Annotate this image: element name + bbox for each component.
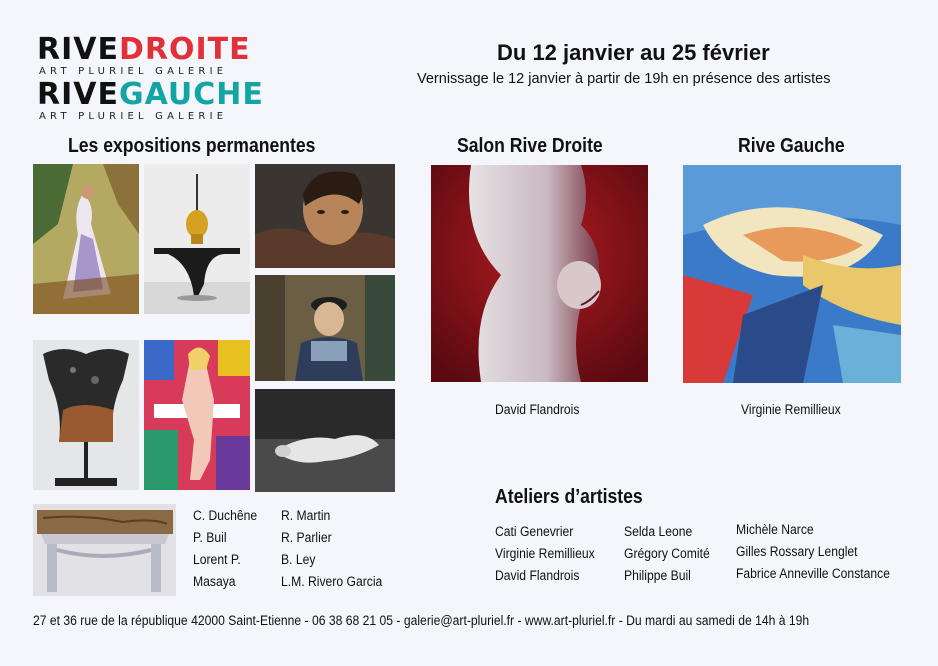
atelier-artist-name: Philippe Buil: [624, 568, 691, 583]
artist-name: R. Martin: [281, 508, 331, 523]
atelier-artist-name: Cati Genevrier: [495, 524, 574, 539]
date-range-title: Du 12 janvier au 25 février: [497, 40, 770, 65]
atelier-artist-name: Fabrice Anneville Constance: [736, 566, 890, 581]
artist-name: B. Ley: [281, 552, 316, 567]
artwork-bust-sculpture: [33, 340, 139, 490]
artist-name: Lorent P.: [193, 552, 241, 567]
logo-subtitle-2: ART PLURIEL GALERIE: [39, 111, 228, 122]
artwork-salon-torso-painting: [431, 165, 648, 382]
rive-gauche-artist-caption: Virginie Remillieux: [741, 402, 841, 417]
permanent-artists-col2: [281, 505, 394, 593]
atelier-artist-name: David Flandrois: [495, 568, 580, 583]
logo-gauche-text: GAUCHE: [118, 77, 264, 112]
artwork-rive-gauche-abstract: [683, 165, 901, 383]
logo-rive-text: RIVE: [37, 32, 119, 67]
ateliers-title: Ateliers d’artistes: [495, 486, 643, 508]
artist-name: Masaya: [193, 574, 236, 589]
atelier-artist-name: Grégory Comité: [624, 546, 710, 561]
artwork-sculpture-console: [144, 164, 250, 314]
artwork-wood-table: [33, 504, 176, 596]
atelier-artist-name: Selda Leone: [624, 524, 693, 539]
salon-artist-caption: David Flandrois: [495, 402, 580, 417]
artwork-portrait-old-man: [255, 275, 395, 381]
ateliers-col3: [736, 519, 907, 585]
salon-rive-droite-title: Salon Rive Droite: [457, 135, 603, 157]
artist-name: R. Parlier: [281, 530, 332, 545]
atelier-artist-name: Gilles Rossary Lenglet: [736, 544, 858, 559]
ateliers-col1: [495, 521, 606, 587]
artist-name: P. Buil: [193, 530, 227, 545]
atelier-artist-name: Virginie Remillieux: [495, 546, 595, 561]
vernissage-text: Vernissage le 12 janvier à partir de 19h en présence des artistes: [417, 71, 831, 87]
logo-rive-text: RIVE: [37, 77, 119, 112]
logo-subtitle-1: ART PLURIEL GALERIE: [39, 66, 228, 77]
ateliers-col2: [624, 521, 719, 587]
artwork-portrait-boy: [255, 164, 395, 268]
logo-rive-gauche: [37, 77, 264, 112]
permanent-artists-col1: [193, 505, 264, 593]
artist-name: C. Duchêne: [193, 508, 258, 523]
rive-gauche-title: Rive Gauche: [738, 135, 845, 157]
atelier-artist-name: Michèle Narce: [736, 522, 814, 537]
artist-name: L.M. Rivero Garcia: [281, 574, 383, 589]
permanent-exhibitions-title: Les expositions permanentes: [68, 135, 316, 157]
artwork-painting-woman-dress: [33, 164, 139, 314]
logo-rive-droite: [37, 32, 251, 67]
logo-droite-text: DROITE: [118, 32, 251, 67]
artwork-pop-art-collage: [144, 340, 250, 490]
artwork-lying-figure-photo: [255, 389, 395, 492]
footer-contact-line: 27 et 36 rue de la république 42000 Saint-Etienne - 06 38 68 21 05 - galerie@art-pluriel.fr - www.art-pluriel.fr - Du mardi au samedi de 14h à 19h: [33, 613, 810, 628]
